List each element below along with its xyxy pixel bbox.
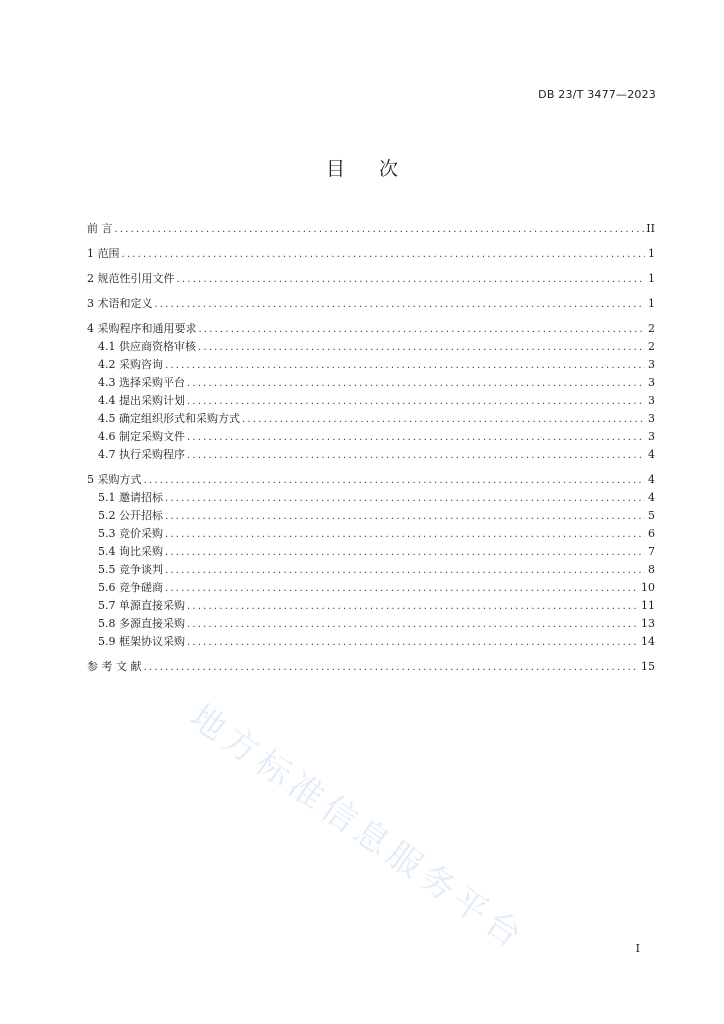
toc-entry-page: 3 [648,394,655,407]
toc-entry[interactable] [87,489,655,507]
toc-entry-label: 4 采购程序和通用要求 [87,322,197,335]
toc-entry-label: 1 范围 [87,247,120,260]
toc-leader-dots [165,490,645,508]
toc-entry-label: 5.5 竞争谈判 [98,563,163,576]
toc-entry-page: 3 [648,358,655,371]
toc-leader-dots [187,429,645,447]
toc-entry[interactable] [87,446,655,464]
document-code: DB 23/T 3477—2023 [538,88,656,101]
toc-leader-dots [199,321,646,339]
toc-entry-page: 4 [648,473,655,486]
toc-entry-page: 11 [641,599,655,612]
toc-entry[interactable] [87,356,655,374]
toc-entry-page: 2 [648,322,655,335]
toc-entry-page: 13 [641,617,655,630]
toc-entry[interactable] [87,428,655,446]
toc-leader-dots [187,393,645,411]
toc-entry-label: 4.6 制定采购文件 [98,430,185,443]
toc-entry-label: 5.6 竞争磋商 [98,581,163,594]
toc-entry[interactable] [87,338,655,356]
toc-leader-dots [198,339,645,357]
toc-entry-page: 5 [648,509,655,522]
watermark: 地方标准信息服务平台 [182,696,534,959]
toc-entry[interactable] [87,579,655,597]
toc-entry-label: 4.5 确定组织形式和采购方式 [98,412,240,425]
toc-entry[interactable] [87,320,655,338]
toc-entry-label: 5.2 公开招标 [98,509,163,522]
toc-leader-dots [177,271,646,289]
toc-entry[interactable] [87,597,655,615]
toc-entry[interactable] [87,525,655,543]
toc-entry[interactable] [87,633,655,651]
toc-entry-label: 5 采购方式 [87,473,142,486]
toc-leader-dots [187,447,645,465]
toc-entry-label: 前 言 [87,222,113,235]
toc-leader-dots [165,526,645,544]
toc-entry-page: 3 [648,430,655,443]
toc-leader-dots [144,659,640,677]
toc-entry-page: 8 [648,563,655,576]
toc-leader-dots [122,246,646,264]
table-of-contents [87,220,655,676]
toc-entry[interactable] [87,270,655,288]
toc-entry-page: 10 [641,581,655,594]
toc-leader-dots [155,296,646,314]
toc-entry[interactable] [87,471,655,489]
toc-leader-dots [115,221,645,239]
toc-entry[interactable] [87,295,655,313]
toc-entry-label: 5.7 单源直接采购 [98,599,185,612]
toc-entry-page: 15 [641,660,655,673]
toc-leader-dots [165,357,645,375]
toc-leader-dots [187,375,645,393]
toc-leader-dots [187,598,639,616]
toc-entry-label: 4.7 执行采购程序 [98,448,185,461]
toc-entry[interactable] [87,658,655,676]
toc-entry-label: 5.8 多源直接采购 [98,617,185,630]
toc-leader-dots [165,562,645,580]
toc-entry-label: 4.4 提出采购计划 [98,394,185,407]
toc-entry[interactable] [87,543,655,561]
toc-entry-page: 14 [641,635,655,648]
toc-entry-page: 1 [648,247,655,260]
toc-entry-page: 1 [648,297,655,310]
toc-entry[interactable] [87,392,655,410]
toc-leader-dots [187,634,639,652]
toc-leader-dots [242,411,645,429]
toc-leader-dots [187,616,639,634]
toc-entry[interactable] [87,245,655,263]
toc-entry-page: 7 [648,545,655,558]
toc-entry-page: 3 [648,376,655,389]
toc-entry-label: 5.4 询比采购 [98,545,163,558]
page-title: 目 次 [325,158,413,180]
toc-entry[interactable] [87,410,655,428]
toc-entry-page: II [646,222,655,235]
toc-entry-label: 参 考 文 献 [87,660,142,673]
toc-leader-dots [144,472,646,490]
toc-entry-page: 2 [648,340,655,353]
toc-entry-label: 5.9 框架协议采购 [98,635,185,648]
toc-entry-page: 4 [648,448,655,461]
toc-entry-label: 2 规范性引用文件 [87,272,175,285]
toc-entry-page: 1 [648,272,655,285]
toc-leader-dots [165,508,645,526]
toc-entry[interactable] [87,374,655,392]
toc-entry-label: 5.1 邀请招标 [98,491,163,504]
toc-entry-label: 3 术语和定义 [87,297,153,310]
toc-leader-dots [165,544,645,562]
toc-entry[interactable] [87,220,655,238]
toc-entry[interactable] [87,615,655,633]
toc-entry[interactable] [87,561,655,579]
toc-entry[interactable] [87,507,655,525]
toc-entry-page: 3 [648,412,655,425]
toc-entry-label: 4.1 供应商资格审核 [98,340,196,353]
toc-entry-label: 4.3 选择采购平台 [98,376,185,389]
toc-leader-dots [165,580,639,598]
toc-entry-page: 4 [648,491,655,504]
toc-entry-page: 6 [648,527,655,540]
toc-entry-label: 4.2 采购咨询 [98,358,163,371]
toc-entry-label: 5.3 竞价采购 [98,527,163,540]
page-number: I [635,942,640,955]
